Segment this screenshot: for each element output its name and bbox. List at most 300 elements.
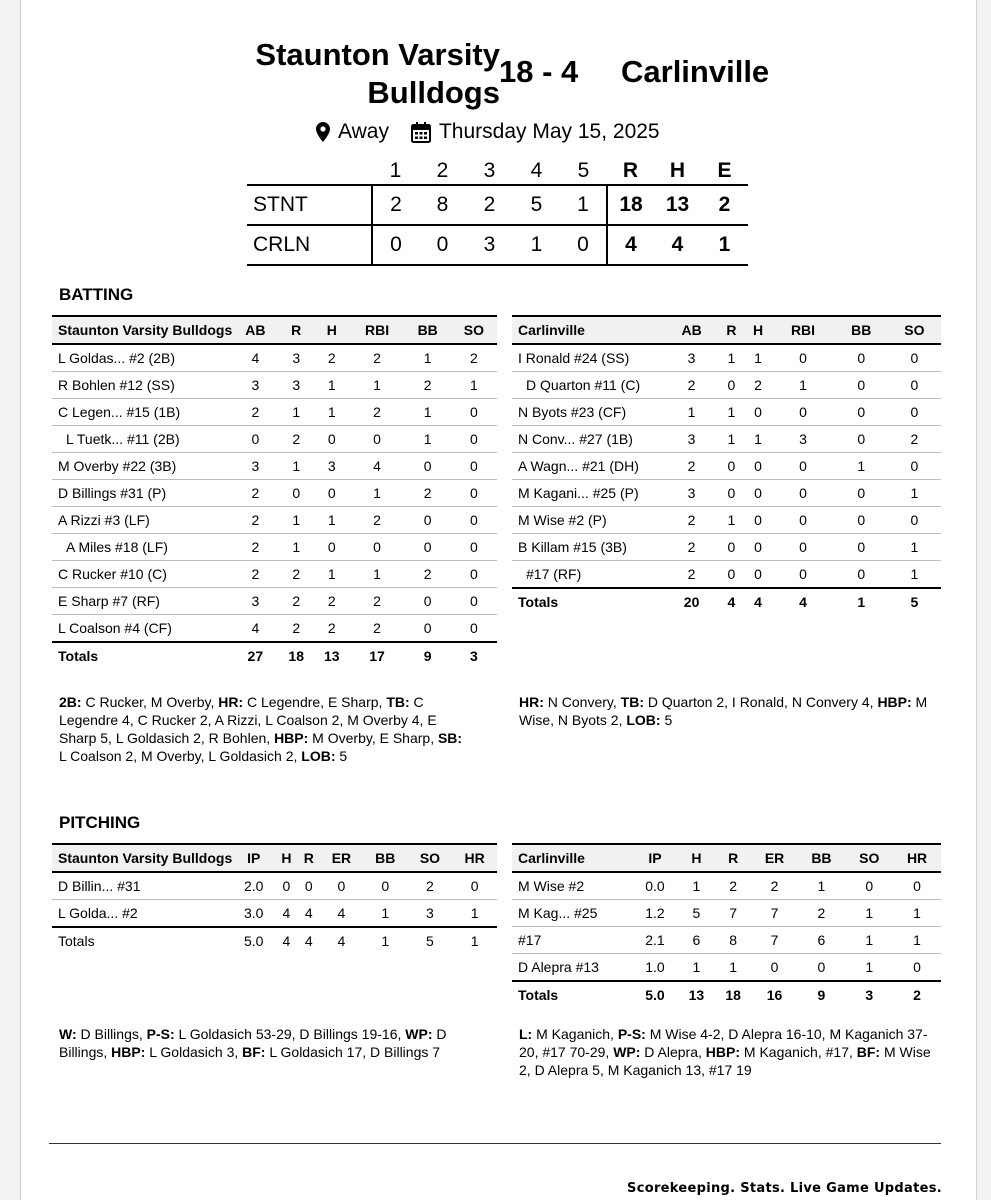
note-text: D Quarton 2, I Ronald, N Convery 4,	[643, 694, 878, 710]
player-name: D Billings #31 (P)	[52, 480, 232, 507]
stat-value: 0	[451, 588, 497, 615]
note-label: P-S:	[146, 1026, 175, 1042]
stat-value: 1	[665, 399, 718, 426]
column-header: Carlinville	[512, 844, 632, 872]
table-row	[512, 399, 941, 426]
stat-value: 0	[771, 480, 834, 507]
table-row	[52, 399, 497, 426]
stat-value: 0	[835, 507, 888, 534]
stat-value: 0	[451, 399, 497, 426]
column-header: BB	[835, 316, 888, 344]
stat-value: 0	[771, 453, 834, 480]
stat-value: 1	[845, 927, 893, 954]
column-header: H	[314, 316, 350, 344]
table-row	[512, 344, 941, 372]
stat-value: 0	[363, 872, 408, 900]
table-row	[512, 561, 941, 589]
stat-value: 1	[678, 954, 715, 982]
stat-value: 0	[771, 561, 834, 589]
stat-value: 3	[278, 344, 314, 372]
inning-runs: 1	[560, 185, 607, 225]
stat-value: 0	[888, 507, 941, 534]
column-header: ER	[320, 844, 363, 872]
stat-value: 0	[718, 453, 745, 480]
note-label: WP:	[613, 1044, 641, 1060]
column-header: AB	[232, 316, 278, 344]
stat-value: 0	[771, 507, 834, 534]
stat-value: 3	[232, 372, 278, 399]
line-score-header: 1	[389, 159, 402, 182]
stat-value: 0	[835, 372, 888, 399]
column-header: HR	[893, 844, 941, 872]
stat-value: 3	[771, 426, 834, 453]
stat-value: 1	[835, 453, 888, 480]
player-name: A Rizzi #3 (LF)	[52, 507, 232, 534]
stat-value: 2	[752, 872, 798, 900]
stat-value: 1	[718, 426, 745, 453]
stat-value: 1	[718, 399, 745, 426]
totals-value: 13	[314, 642, 350, 669]
note-label: HBP:	[705, 1044, 741, 1060]
stat-value: 0	[745, 453, 772, 480]
player-name: A Miles #18 (LF)	[52, 534, 232, 561]
inning-runs: 0	[372, 225, 419, 265]
stat-value: 2	[665, 561, 718, 589]
inning-runs: 2	[466, 185, 513, 225]
stat-value: 4	[232, 344, 278, 372]
stat-value: 0	[745, 561, 772, 589]
line-score-header: 3	[483, 159, 496, 182]
stat-value: 2	[314, 588, 350, 615]
stat-value: 1	[278, 453, 314, 480]
note-text: D Billings,	[76, 1026, 147, 1042]
column-header: HR	[452, 844, 497, 872]
player-name: D Quarton #11 (C)	[512, 372, 665, 399]
totals-row	[512, 981, 941, 1008]
home-team-name: Staunton Varsity Bulldogs	[255, 37, 500, 110]
line-score-corner	[247, 158, 372, 185]
stat-value: 2	[314, 344, 350, 372]
note-label: WP:	[405, 1026, 433, 1042]
stat-value: 0	[745, 399, 772, 426]
stat-value: 0	[752, 954, 798, 982]
note-label: HBP:	[274, 730, 309, 746]
table-row	[52, 426, 497, 453]
note-text: L Coalson 2, M Overby, L Goldasich 2,	[59, 748, 302, 764]
table-row	[52, 561, 497, 588]
stat-value: 2	[665, 507, 718, 534]
stat-value: 0	[845, 872, 893, 900]
stat-value: 2	[350, 507, 405, 534]
stat-value: 0	[718, 534, 745, 561]
stat-value: 1	[278, 534, 314, 561]
line-score-header: 5	[577, 159, 590, 182]
column-header: BB	[363, 844, 408, 872]
stat-value: 1	[350, 480, 405, 507]
stat-value: 2	[232, 399, 278, 426]
stat-value: 2	[350, 399, 405, 426]
footer-tagline: Scorekeeping. Stats. Live Game Updates.	[627, 1181, 942, 1196]
stat-value: 1	[451, 372, 497, 399]
column-header: R	[298, 844, 320, 872]
stat-value: 1	[278, 507, 314, 534]
totals-value: 1	[452, 927, 497, 954]
stat-value: 0	[314, 534, 350, 561]
table-row	[512, 372, 941, 399]
totals-row	[52, 642, 497, 669]
stat-value: 0	[350, 426, 405, 453]
stat-value: 1.2	[632, 900, 678, 927]
stat-value: 0	[835, 534, 888, 561]
total-hits: 4	[654, 225, 701, 265]
player-name: N Conv... #27 (1B)	[512, 426, 665, 453]
note-text: N Convery,	[543, 694, 621, 710]
stat-value: 0	[451, 615, 497, 643]
stat-value: 0	[451, 453, 497, 480]
stat-value: 3.0	[232, 900, 275, 928]
note-label: LOB:	[626, 712, 661, 728]
stat-value: 4	[298, 900, 320, 928]
totals-value: 2	[893, 981, 941, 1008]
stat-value: 0	[888, 453, 941, 480]
line-score-header: H	[669, 159, 686, 182]
stat-value: 1	[745, 426, 772, 453]
stat-value: 0	[451, 480, 497, 507]
stat-value: 2	[408, 872, 453, 900]
stat-value: 0	[405, 588, 451, 615]
stat-value: 3	[665, 344, 718, 372]
table-row	[52, 534, 497, 561]
stat-value: 2	[232, 480, 278, 507]
column-header: H	[275, 844, 297, 872]
totals-value: 5	[888, 588, 941, 615]
table-row	[512, 927, 941, 954]
totals-value: 5.0	[632, 981, 678, 1008]
column-header: AB	[665, 316, 718, 344]
note-text: D Alepra,	[640, 1044, 706, 1060]
scorecard-page	[20, 0, 977, 1200]
column-header: IP	[232, 844, 275, 872]
stat-value: 2	[451, 344, 497, 372]
line-score-header: E	[717, 159, 732, 182]
stat-value: 0	[314, 480, 350, 507]
stat-value: 0	[405, 615, 451, 643]
player-name: M Wise #2 (P)	[512, 507, 665, 534]
stat-value: 2	[405, 480, 451, 507]
stat-value: 2	[665, 534, 718, 561]
column-header: SO	[845, 844, 893, 872]
totals-value: 4	[745, 588, 772, 615]
totals-row	[512, 588, 941, 615]
line-score	[247, 158, 748, 266]
away-batting-table	[512, 315, 941, 615]
note-label: 2B:	[59, 694, 82, 710]
stat-value: 2	[715, 872, 752, 900]
totals-value: 1	[363, 927, 408, 954]
stat-value: 0	[451, 561, 497, 588]
line-score-team: STNT	[247, 185, 372, 225]
stat-value: 1	[718, 344, 745, 372]
home-batting-notes	[59, 693, 469, 765]
note-label: BF:	[242, 1044, 266, 1060]
column-header: BB	[798, 844, 846, 872]
line-score-row	[247, 185, 748, 225]
stat-value: 0	[835, 399, 888, 426]
stat-value: 0	[451, 507, 497, 534]
note-label: W:	[59, 1026, 77, 1042]
player-name: N Byots #23 (CF)	[512, 399, 665, 426]
line-score-header: R	[622, 159, 639, 182]
inning-runs: 0	[419, 225, 466, 265]
table-row	[512, 426, 941, 453]
stat-value: 2	[665, 453, 718, 480]
stat-value: 1	[314, 372, 350, 399]
note-text: L Goldasich 17, D Billings 7	[265, 1044, 441, 1060]
player-name: B Killam #15 (3B)	[512, 534, 665, 561]
stat-value: 0	[232, 426, 278, 453]
stat-value: 0	[835, 561, 888, 589]
player-name: L Golda... #2	[52, 900, 232, 928]
note-label: TB:	[620, 694, 644, 710]
table-row	[52, 588, 497, 615]
table-row	[52, 372, 497, 399]
stat-value: 2	[798, 900, 846, 927]
column-header: R	[718, 316, 745, 344]
stat-value: 0	[451, 534, 497, 561]
player-name: A Wagn... #21 (DH)	[512, 453, 665, 480]
away-batting-notes	[519, 693, 939, 729]
stat-value: 3	[278, 372, 314, 399]
stat-value: 7	[752, 927, 798, 954]
player-name: E Sharp #7 (RF)	[52, 588, 232, 615]
stat-value: 6	[678, 927, 715, 954]
stat-value: 7	[715, 900, 752, 927]
note-label: TB:	[386, 694, 410, 710]
batting-title: BATTING	[59, 285, 134, 304]
stat-value: 2	[350, 588, 405, 615]
line-score-header: 4	[530, 159, 543, 182]
table-row	[512, 507, 941, 534]
stat-value: 0	[405, 534, 451, 561]
line-score-team: CRLN	[247, 225, 372, 265]
stat-value: 0	[835, 344, 888, 372]
totals-value: 5.0	[232, 927, 275, 954]
note-text: L Goldasich 3,	[145, 1044, 243, 1060]
away-pitching-notes	[519, 1025, 939, 1079]
table-row	[512, 453, 941, 480]
stat-value: 2	[350, 344, 405, 372]
stat-value: 4	[350, 453, 405, 480]
table-row	[52, 344, 497, 372]
note-label: HR:	[519, 694, 544, 710]
game-header	[21, 0, 976, 160]
column-header: R	[278, 316, 314, 344]
stat-value: 2	[232, 507, 278, 534]
table-row	[52, 872, 497, 900]
player-name: M Kag... #25	[512, 900, 632, 927]
column-header: RBI	[771, 316, 834, 344]
stat-value: 4	[320, 900, 363, 928]
note-label: L:	[519, 1026, 533, 1042]
stat-value: 3	[408, 900, 453, 928]
column-header: H	[745, 316, 772, 344]
stat-value: 0	[771, 399, 834, 426]
totals-value: 17	[350, 642, 405, 669]
note-label: HBP:	[877, 694, 912, 710]
stat-value: 0	[771, 344, 834, 372]
note-text: D Billings,	[59, 1026, 447, 1060]
player-name: C Rucker #10 (C)	[52, 561, 232, 588]
note-text: M Overby, E Sharp,	[308, 730, 438, 746]
note-label: LOB:	[301, 748, 336, 764]
table-row	[52, 480, 497, 507]
stat-value: 6	[798, 927, 846, 954]
stat-value: 0	[350, 534, 405, 561]
stat-value: 1	[314, 507, 350, 534]
player-name: D Alepra #13	[512, 954, 632, 982]
stat-value: 1	[314, 399, 350, 426]
stat-value: 5	[678, 900, 715, 927]
stat-value: 2.0	[232, 872, 275, 900]
stat-value: 1	[350, 561, 405, 588]
stat-value: 1	[893, 927, 941, 954]
total-runs: 4	[607, 225, 654, 265]
inning-runs: 3	[466, 225, 513, 265]
note-text: M Kaganich,	[532, 1026, 618, 1042]
stat-value: 1	[678, 872, 715, 900]
stat-value: 0	[718, 561, 745, 589]
stat-value: 2	[405, 372, 451, 399]
inning-runs: 2	[372, 185, 419, 225]
stat-value: 0	[893, 872, 941, 900]
stat-value: 2	[278, 588, 314, 615]
totals-label: Totals	[512, 981, 632, 1008]
home-batting-table	[52, 315, 497, 669]
stat-value: 2	[405, 561, 451, 588]
stat-value: 2	[278, 426, 314, 453]
stat-value: 0	[888, 372, 941, 399]
totals-value: 4	[771, 588, 834, 615]
location-pin-icon	[316, 122, 330, 142]
stat-value: 0	[314, 426, 350, 453]
totals-value: 13	[678, 981, 715, 1008]
player-name: M Kagani... #25 (P)	[512, 480, 665, 507]
stat-value: 1	[405, 426, 451, 453]
total-errors: 2	[701, 185, 748, 225]
table-row	[52, 453, 497, 480]
player-name: M Wise #2	[512, 872, 632, 900]
stat-value: 2.1	[632, 927, 678, 954]
totals-label: Totals	[52, 927, 232, 954]
totals-value: 1	[835, 588, 888, 615]
table-row	[52, 900, 497, 928]
stat-value: 0	[835, 480, 888, 507]
stat-value: 1	[452, 900, 497, 928]
pitching-title: PITCHING	[59, 813, 141, 832]
stat-value: 0	[405, 507, 451, 534]
totals-value: 3	[845, 981, 893, 1008]
stat-value: 0	[320, 872, 363, 900]
stat-value: 2	[888, 426, 941, 453]
table-row	[52, 507, 497, 534]
stat-value: 1	[798, 872, 846, 900]
game-meta	[316, 120, 660, 144]
total-hits: 13	[654, 185, 701, 225]
footer-divider	[49, 1143, 941, 1144]
stat-value: 1	[745, 344, 772, 372]
note-text: 5	[660, 712, 673, 728]
inning-runs: 0	[560, 225, 607, 265]
totals-value: 20	[665, 588, 718, 615]
totals-value: 18	[278, 642, 314, 669]
column-header: H	[678, 844, 715, 872]
stat-value: 1	[888, 561, 941, 589]
note-text: M Kaganich, #17,	[740, 1044, 857, 1060]
totals-value: 4	[320, 927, 363, 954]
totals-value: 3	[451, 642, 497, 669]
stat-value: 0.0	[632, 872, 678, 900]
table-row	[512, 480, 941, 507]
stat-value: 2	[232, 534, 278, 561]
note-text: M Wise 4-2, D Alepra 16-10, M Kaganich 37-20, #17 70-29,	[519, 1026, 928, 1060]
player-name: D Billin... #31	[52, 872, 232, 900]
stat-value: 1	[771, 372, 834, 399]
stat-value: 2	[278, 561, 314, 588]
column-header: RBI	[350, 316, 405, 344]
stat-value: 8	[715, 927, 752, 954]
stat-value: 1	[845, 954, 893, 982]
table-row	[512, 954, 941, 982]
inning-runs: 1	[513, 225, 560, 265]
stat-value: 1	[718, 507, 745, 534]
stat-value: 1	[845, 900, 893, 927]
totals-value: 9	[405, 642, 451, 669]
stat-value: 2	[314, 615, 350, 643]
stat-value: 3	[314, 453, 350, 480]
stat-value: 2	[350, 615, 405, 643]
stat-value: 1	[278, 399, 314, 426]
stat-value: 1	[888, 534, 941, 561]
stat-value: 0	[718, 372, 745, 399]
note-label: HBP:	[111, 1044, 146, 1060]
stat-value: 0	[278, 480, 314, 507]
inning-runs: 8	[419, 185, 466, 225]
note-text: M Wise 2, D Alepra 5, M Kaganich 13, #17 19	[519, 1044, 931, 1078]
stat-value: 0	[888, 399, 941, 426]
stat-value: 3	[665, 426, 718, 453]
player-name: M Overby #22 (3B)	[52, 453, 232, 480]
column-header: SO	[451, 316, 497, 344]
stat-value: 1	[405, 399, 451, 426]
totals-value: 16	[752, 981, 798, 1008]
stat-value: 0	[745, 534, 772, 561]
player-name: L Tuetk... #11 (2B)	[52, 426, 232, 453]
note-text: 5	[335, 748, 348, 764]
note-text: C Legendre, E Sharp,	[243, 694, 387, 710]
stat-value: 0	[745, 480, 772, 507]
stat-value: 4	[275, 900, 297, 928]
final-score: 18 - 4	[499, 54, 579, 89]
home-pitching-notes	[59, 1025, 469, 1061]
stat-value: 2	[745, 372, 772, 399]
totals-value: 4	[275, 927, 297, 954]
note-text: C Legendre 4, C Rucker 2, A Rizzi, L Coalson 2, M Overby 4, E Sharp 5, L Goldasich 2, R Bohlen,	[59, 694, 437, 746]
note-text: M Wise, N Byots 2,	[519, 694, 928, 728]
stat-value: 3	[665, 480, 718, 507]
inning-runs: 5	[513, 185, 560, 225]
stat-value: 1	[715, 954, 752, 982]
note-label: BF:	[856, 1044, 881, 1060]
